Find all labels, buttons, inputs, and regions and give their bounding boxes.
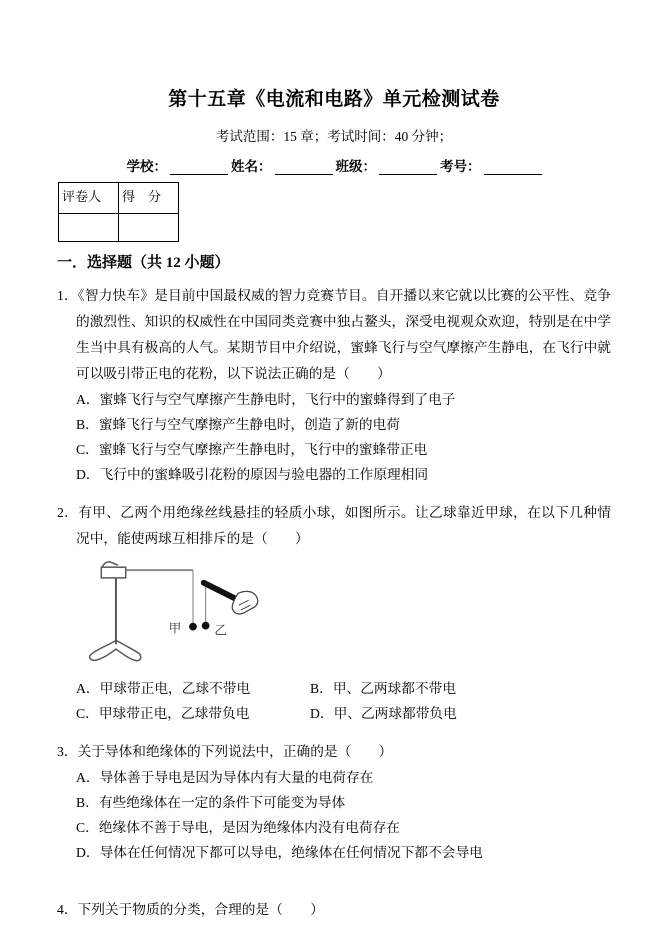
class-label: 班级： (335, 159, 376, 174)
score-empty-cell (119, 214, 179, 242)
question-4 (57, 897, 611, 923)
name-label: 姓名： (231, 159, 272, 174)
question-3-option-d: D．导体在任何情况下都可以导电，绝缘体在任何情况下都不会导电 (76, 845, 483, 860)
ball-yi (202, 622, 210, 630)
ball-yi-label: 乙 (214, 623, 228, 638)
exam-info: 考试范围：15 章；考试时间：40 分钟； (215, 129, 453, 144)
school-blank (170, 160, 228, 175)
question-1-option-d: D．飞行中的蜜蜂吸引花粉的原因与验电器的工作原理相同 (76, 467, 429, 482)
question-3 (57, 739, 611, 865)
question-2-option-d: D．甲、乙两球都带负电 (310, 706, 457, 721)
question-3-text: 3．关于导体和绝缘体的下列说法中，正确的是（ ） (57, 744, 393, 759)
question-2-option-a: A．甲球带正电，乙球不带电 (76, 681, 251, 696)
stand-clamp-knob (102, 562, 118, 567)
question-1-option-c: C．蜜蜂飞行与空气摩擦产生静电时，飞行中的蜜蜂带正电 (76, 442, 428, 457)
question-1 (57, 283, 611, 487)
question-2-options (57, 676, 611, 726)
student-info-row (57, 155, 611, 175)
school-label: 学校： (126, 159, 167, 174)
question-3-option-a: A．导体善于导电是因为导体内有大量的电荷存在 (76, 770, 374, 785)
ball-jia (189, 623, 197, 631)
question-4-text: 4．下列关于物质的分类，合理的是（ ） (57, 902, 324, 917)
exam-number-blank (484, 160, 542, 175)
ball-jia-label: 甲 (168, 621, 182, 636)
reviewer-empty-cell (59, 214, 119, 242)
section-heading: 一．选择题（共 12 小题） (57, 255, 230, 271)
question-1-text: 1．《智力快车》是目前中国最权威的智力竞赛节目。自开播以来它就以比赛的公平性、竞争的激烈性、知识的权威性在中国同类竞赛中独占鳌头，深受电视观众欢迎，特别是在中学生当中具有极高的人气。某期节目中介绍说，蜜蜂飞行与空气摩擦产生静电，在飞行中就可以吸引带正电的花粉，以下说法正确的是（ ） (57, 288, 611, 381)
exam-number-label: 考号： (440, 159, 481, 174)
question-2 (57, 500, 611, 726)
grader-score-table (58, 182, 179, 242)
question-3-number: 3． (57, 744, 78, 759)
question-3-option-c: C．绝缘体不善于导电，是因为绝缘体内没有电荷存在 (76, 820, 400, 835)
name-blank (275, 160, 333, 175)
question-1-option-b: B．蜜蜂飞行与空气摩擦产生静电时，创造了新的电荷 (76, 417, 400, 432)
hanging-balls-illustration (75, 558, 270, 668)
question-2-figure (75, 558, 611, 672)
question-2-number: 2． (57, 505, 79, 520)
reviewer-header-cell: 评卷人 (59, 183, 119, 214)
question-2-option-c: C．甲球带正电，乙球带负电 (76, 706, 250, 721)
question-1-number: 1． (57, 288, 78, 303)
question-4-number: 4． (57, 902, 78, 917)
class-blank (379, 160, 437, 175)
question-2-option-b: B．甲、乙两球都不带电 (310, 681, 457, 696)
stand-clamp (101, 567, 125, 578)
question-3-option-b: B．有些绝缘体在一定的条件下可能变为导体 (76, 795, 346, 810)
score-header-cell: 得 分 (119, 183, 179, 214)
question-1-option-a: A．蜜蜂飞行与空气摩擦产生静电时，飞行中的蜜蜂得到了电子 (76, 392, 456, 407)
question-2-text: 2．有甲、乙两个用绝缘丝线悬挂的轻质小球，如图所示。让乙球靠近甲球，在以下几种情况中，能使两球互相排斥的是（ ） (57, 505, 611, 546)
page-title: 第十五章《电流和电路》单元检测试卷 (168, 89, 500, 110)
hand (232, 591, 258, 614)
